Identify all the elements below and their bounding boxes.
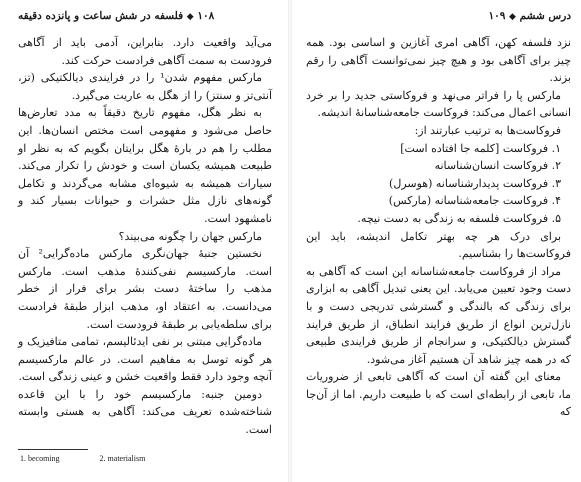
- list-item: ۴. فروکاست جامعه‌شناسانه (مارکس): [388, 194, 561, 208]
- paragraph: می‌آید واقعیت دارد. بنابراین، آدمی باید از آگاهی فرودست به سمت آگاهی فرادست حرکت کند.: [18, 36, 272, 67]
- reduction-list: [306, 140, 571, 228]
- paragraph: مارکس مفهوم شدن¹ را در فرایندی دیالکتیکی (تز، آنتی‌تز و سنتز) را از هگل به عاریت می‌گیرد.: [18, 71, 272, 102]
- paragraph: نخستین جنبهٔ جهان‌نگری مارکس ماده‌گرایی² آن است. مارکسیسم نفی‌کنندهٔ مذهب است. مارکس مذهب را ساختهٔ دست بشر برای فرار از خطر می‌دانست. به اعتقاد او، مذهب ابزار طبقهٔ فرادست برای سلطه‌یابی بر طبقهٔ فرودست است.: [18, 247, 272, 331]
- left-running-head: [18, 8, 272, 24]
- paragraph: مراد از فروکاست جامعه‌شناسانه این است که آگاهی به دست وجود تعیین می‌یابد. این یعنی تبدیل آگاهی به ابزاری برای زندگی که بالندگی و گسترشی تدریجی دست و با نازل‌ترین انواع از طریق فرایند انطباق، از طریق فرایند گسترش دیالکتیکی، و سرانجام از طریق فرایندی طبیعی که در همه چیز شاهد آن هستیم آغاز می‌شود.: [306, 264, 571, 366]
- paragraph: نزد فلسفه کهن، آگاهی امری آغازین و اساسی بود. همه چیز برای آگاهی بود و هیچ چیز نمی‌توانست آگاهی را رقم بزند.: [306, 36, 571, 85]
- footnotes: [18, 454, 272, 463]
- list-item: ۱. فروکاست [کلمه جا افتاده است]: [400, 141, 561, 155]
- footnote-rule: [18, 449, 88, 450]
- paragraph: معنای این گفته آن است که آگاهی تابعی از ضروریات ما، تابعی از رابطه‌ای است که با طبیعت داریم. اما از آن‌جا که: [306, 370, 571, 419]
- paragraph: به نظر هگل، مفهوم تاریخ دقیقاً به مدد تعارض‌ها حاصل می‌شود و مفهومی است مختص انسان‌ها. این مطلب را هم در بارهٔ هگل برایتان بگویم که به نظر او طبیعت همیشه یکسان است و خودش را تکرار می‌کند. سیارات همیشه به شیوه‌ای مشابه می‌گردند و تکامل گونه‌های نازل مثل حشرات و حیوانات بسیار کند و نامشهود است.: [18, 106, 272, 225]
- right-running-head: [306, 8, 571, 24]
- footnote-2: 2. materialism: [99, 453, 146, 463]
- right-page-number-block: [488, 10, 571, 22]
- list-item: ۵. فروکاست فلسفه به زندگی به دست نیچه.: [357, 211, 561, 225]
- left-running-title: فلسفه در شش ساعت و پانزده دقیقه: [18, 10, 184, 22]
- right-page: [292, 0, 581, 482]
- footnote-1: 1. becoming: [20, 453, 60, 463]
- paragraph: فروکاست‌ها به ترتیب عبارتند از:: [414, 123, 561, 137]
- paragraph: برای درک هر چه بهتر تکامل اندیشه، باید این فروکاست‌ها را بشناسیم.: [306, 229, 571, 261]
- diamond-icon: ◆: [186, 12, 194, 22]
- left-page-number-block: [18, 10, 214, 22]
- paragraph: دومین جنبه: مارکسیسم خود را با این قاعده شناخته‌شده تعریف می‌کند: آگاهی به هستی وابسته است.: [18, 387, 272, 437]
- right-running-title: درس ششم: [519, 10, 571, 22]
- paragraph: مارکس پا را فراتر می‌نهد و فروکاستی جدید را بر خرد انسانی اعمال می‌کند: فروکاست جامعه‌شناسانهٔ اندیشه.: [306, 88, 571, 120]
- paragraph: ماده‌گرایی مبتنی بر نفی ایدئالیسم، تمامی متافیزیک و هر گونه توسل به مفاهیم است. در عالم مارکسیسم آنچه وجود دارد فقط واقعیت خشن و عینی زندگی است.: [18, 335, 272, 384]
- right-page-number: ۱۰۹: [488, 10, 506, 22]
- diamond-icon: ◆: [509, 12, 516, 22]
- question-paragraph: مارکس جهان را چگونه می‌بیند؟: [118, 229, 262, 243]
- list-item: ۲. فروکاست انسان‌شناسانه: [434, 159, 561, 173]
- left-page-number: ۱۰۸: [197, 10, 215, 22]
- left-page: [0, 0, 288, 482]
- list-item: ۳. فروکاست پدیدارشناسانه (هوسرل): [389, 176, 561, 190]
